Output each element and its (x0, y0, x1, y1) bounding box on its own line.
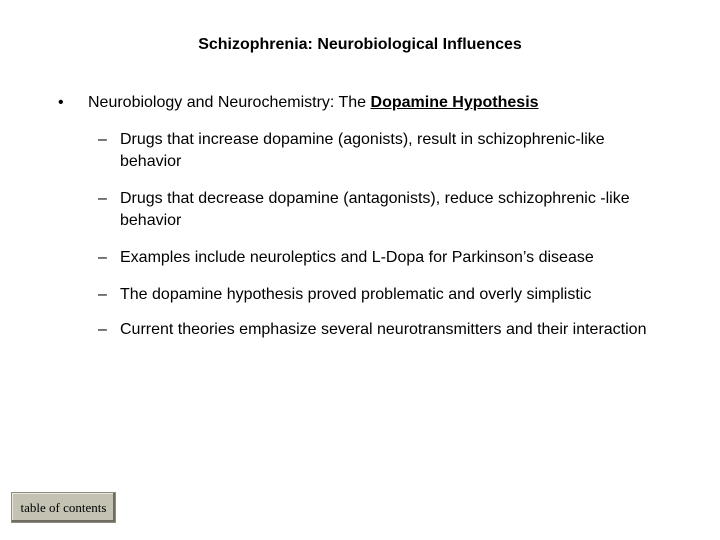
dopamine-hypothesis-highlight: Dopamine Hypothesis (370, 94, 539, 111)
bullet-prefix: Neurobiology and Neurochemistry: The (88, 94, 371, 111)
subpoint (98, 247, 668, 269)
subpoint-text: Drugs that decrease dopamine (antagonists), reduce schizophrenic -like behavior (120, 190, 630, 229)
subpoint-text: The dopamine hypothesis proved problematic and overly simplistic (120, 286, 592, 303)
bullet-marker: • (58, 94, 64, 111)
table-of-contents-button[interactable]: table of contents (11, 492, 116, 523)
subpoint-text: Drugs that increase dopamine (agonists), result in schizophrenic-like behavior (120, 131, 605, 170)
subpoint (98, 129, 668, 173)
subpoint (98, 188, 668, 232)
dash-marker: – (98, 190, 107, 207)
dash-marker: – (98, 321, 107, 338)
dash-marker: – (98, 286, 107, 303)
slide-title: Schizophrenia: Neurobiological Influences (198, 36, 522, 53)
subpoint (98, 284, 668, 306)
dash-marker: – (98, 131, 107, 148)
subpoint (98, 319, 668, 341)
bullet-text (88, 94, 539, 112)
subpoint-text: Current theories emphasize several neurotransmitters and their interaction (120, 321, 647, 338)
subpoint-text: Examples include neuroleptics and L-Dopa for Parkinson’s disease (120, 249, 594, 266)
dash-marker: – (98, 249, 107, 266)
